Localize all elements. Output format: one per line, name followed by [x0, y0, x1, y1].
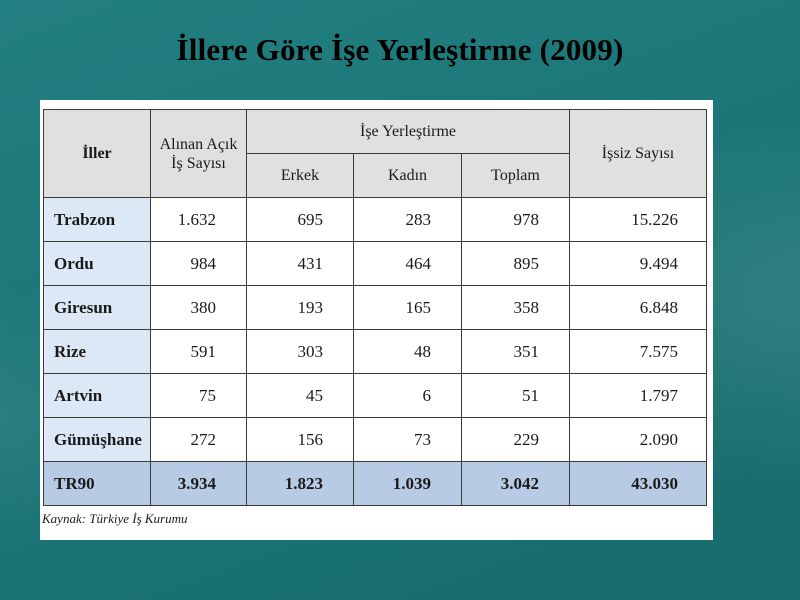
table-row — [44, 198, 707, 242]
header-vacancies: Alınan Açık İş Sayısı — [151, 110, 247, 198]
cell-unemployed: 6.848 — [570, 286, 707, 330]
header-female: Kadın — [354, 154, 462, 198]
header-provinces: İller — [44, 110, 151, 198]
cell-male: 695 — [247, 198, 354, 242]
table-panel — [40, 100, 713, 540]
cell-vacancies: 984 — [151, 242, 247, 286]
cell-vacancies: 380 — [151, 286, 247, 330]
cell-unemployed: 9.494 — [570, 242, 707, 286]
cell-vacancies: 1.632 — [151, 198, 247, 242]
cell-province: Artvin — [44, 374, 151, 418]
cell-vacancies: 591 — [151, 330, 247, 374]
cell-male: 156 — [247, 418, 354, 462]
source-note: Kaynak: Türkiye İş Kurumu — [42, 511, 188, 526]
table-row — [44, 286, 707, 330]
cell-province: Gümüşhane — [44, 418, 151, 462]
cell-female: 165 — [354, 286, 462, 330]
cell-vacancies: 75 — [151, 374, 247, 418]
cell-province: TR90 — [44, 462, 151, 506]
cell-unemployed: 2.090 — [570, 418, 707, 462]
header-placement-group: İşe Yerleştirme — [247, 110, 570, 154]
cell-unemployed: 43.030 — [570, 462, 707, 506]
placement-table — [43, 109, 707, 506]
cell-province: Ordu — [44, 242, 151, 286]
cell-province: Giresun — [44, 286, 151, 330]
cell-total: 3.042 — [462, 462, 570, 506]
total-row — [44, 462, 707, 506]
cell-male: 431 — [247, 242, 354, 286]
cell-total: 229 — [462, 418, 570, 462]
cell-male: 45 — [247, 374, 354, 418]
cell-vacancies: 3.934 — [151, 462, 247, 506]
cell-female: 283 — [354, 198, 462, 242]
cell-female: 6 — [354, 374, 462, 418]
cell-male: 193 — [247, 286, 354, 330]
cell-province: Trabzon — [44, 198, 151, 242]
header-total: Toplam — [462, 154, 570, 198]
table-row — [44, 374, 707, 418]
cell-male: 1.823 — [247, 462, 354, 506]
cell-province: Rize — [44, 330, 151, 374]
header-unemployed: İşsiz Sayısı — [570, 110, 707, 198]
cell-unemployed: 1.797 — [570, 374, 707, 418]
cell-total: 895 — [462, 242, 570, 286]
header-male: Erkek — [247, 154, 354, 198]
cell-total: 978 — [462, 198, 570, 242]
cell-total: 51 — [462, 374, 570, 418]
cell-unemployed: 15.226 — [570, 198, 707, 242]
cell-total: 351 — [462, 330, 570, 374]
table-row — [44, 330, 707, 374]
cell-vacancies: 272 — [151, 418, 247, 462]
cell-female: 1.039 — [354, 462, 462, 506]
cell-male: 303 — [247, 330, 354, 374]
cell-female: 73 — [354, 418, 462, 462]
cell-total: 358 — [462, 286, 570, 330]
cell-female: 48 — [354, 330, 462, 374]
cell-female: 464 — [354, 242, 462, 286]
cell-unemployed: 7.575 — [570, 330, 707, 374]
slide-title: İllere Göre İşe Yerleştirme (2009) — [176, 32, 624, 67]
table-row — [44, 418, 707, 462]
table-row — [44, 242, 707, 286]
